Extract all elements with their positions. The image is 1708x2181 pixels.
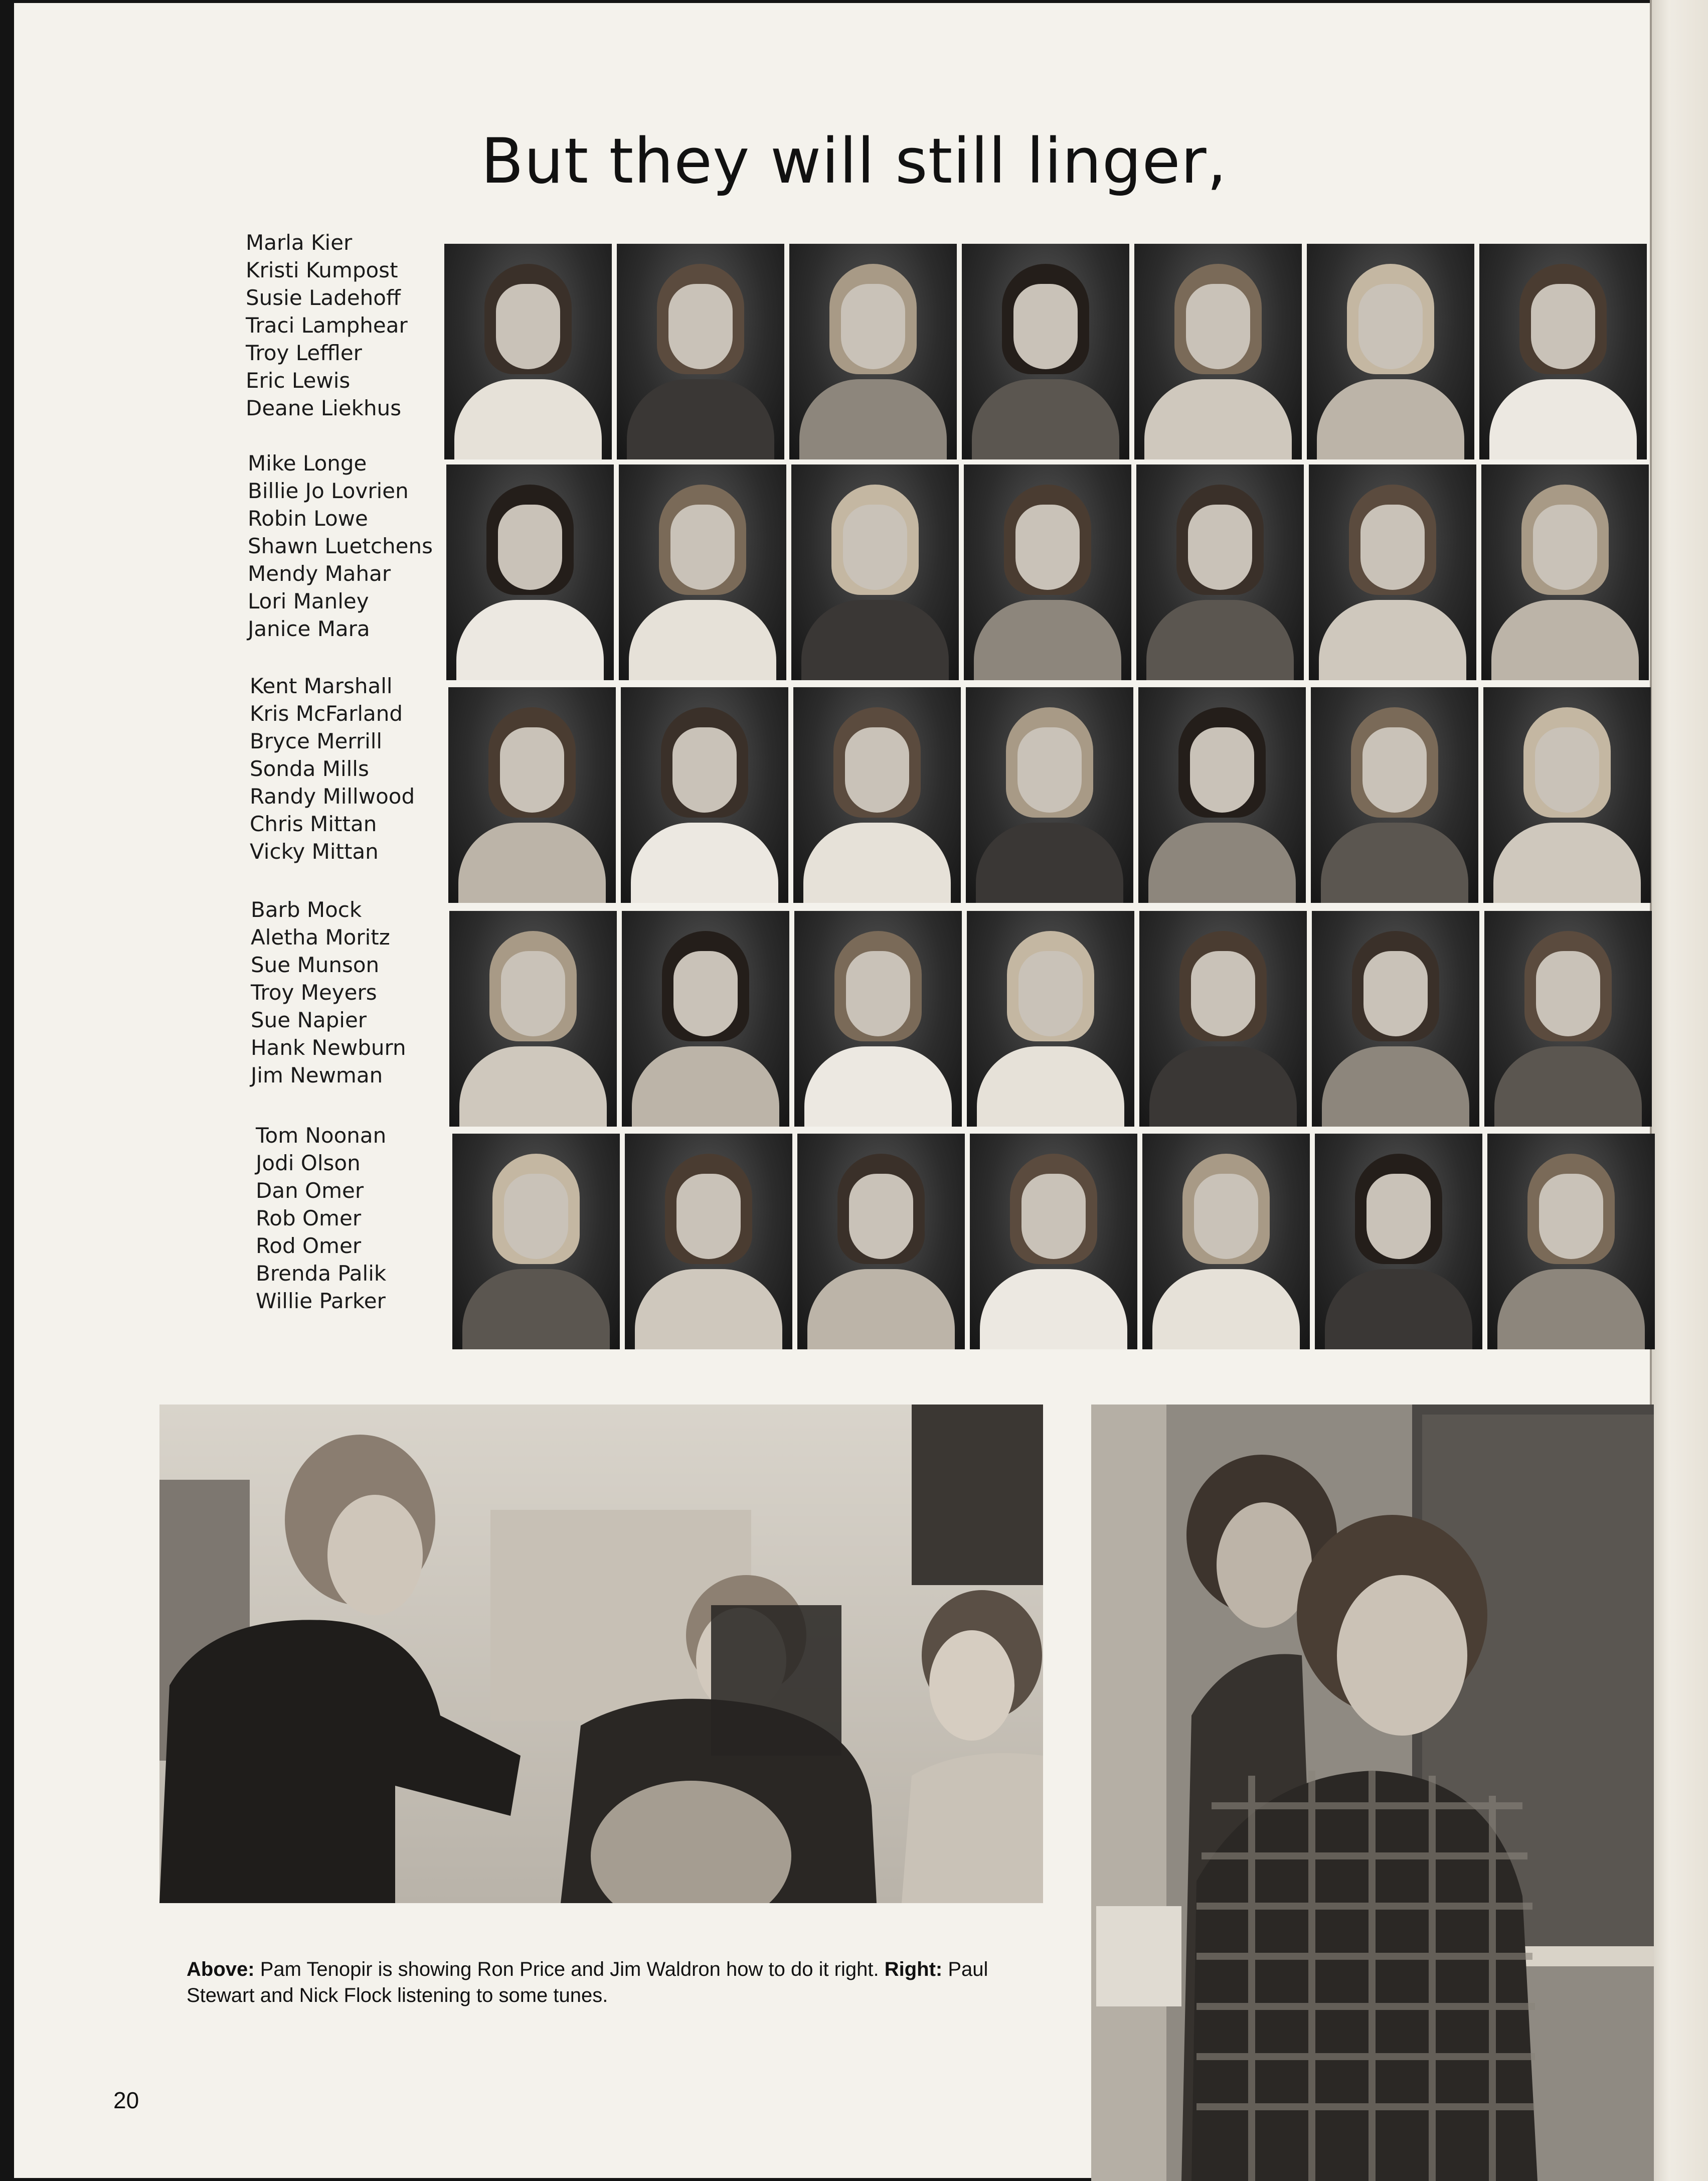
student-portrait	[444, 244, 612, 459]
student-portrait	[448, 687, 616, 903]
caption-above-text: Pam Tenopir is showing Ron Price and Jim Waldron how to do it right.	[260, 1958, 879, 1980]
portrait-face	[1362, 727, 1427, 813]
portrait-clothing	[807, 1269, 955, 1349]
student-portrait	[793, 687, 961, 903]
student-name: Billie Jo Lovrien	[248, 479, 409, 503]
page-number: 20	[113, 2087, 139, 2113]
portrait-face	[501, 951, 565, 1036]
student-name: Hank Newburn	[251, 1035, 406, 1060]
portrait-face	[846, 951, 910, 1036]
student-name: Janice Mara	[248, 616, 370, 641]
portrait-clothing	[1152, 1269, 1300, 1349]
student-name: Robin Lowe	[248, 506, 368, 531]
student-portrait	[1481, 464, 1649, 680]
portrait-face	[1188, 505, 1252, 590]
portrait-face	[504, 1174, 568, 1259]
portrait-face	[1539, 1174, 1603, 1259]
student-name: Troy Meyers	[251, 980, 377, 1005]
portrait-clothing	[977, 1046, 1124, 1127]
portrait-face	[496, 284, 560, 369]
student-portrait	[621, 687, 788, 903]
portrait-face	[1191, 951, 1255, 1036]
student-portrait	[1307, 244, 1474, 459]
student-name: Rod Omer	[256, 1233, 362, 1258]
portrait-face	[849, 1174, 913, 1259]
page-title	[0, 125, 1708, 198]
portrait-face	[1531, 284, 1595, 369]
student-name: Traci Lamphear	[246, 313, 408, 338]
portrait-face	[1186, 284, 1250, 369]
portrait-clothing	[804, 1046, 952, 1127]
student-name: Barb Mock	[251, 897, 362, 922]
portrait-face	[1535, 727, 1599, 813]
portrait-clothing	[1321, 823, 1468, 903]
portrait-face	[498, 505, 562, 590]
portrait-face	[843, 505, 907, 590]
portrait-clothing	[801, 600, 949, 680]
name-list-row-1	[246, 229, 408, 422]
portrait-clothing	[631, 823, 778, 903]
name-list-row-2	[248, 449, 433, 643]
portrait-clothing	[1493, 823, 1641, 903]
portrait-face	[668, 284, 733, 369]
portrait-clothing	[627, 379, 774, 459]
portrait-clothing	[632, 1046, 779, 1127]
portrait-face	[670, 505, 735, 590]
student-name: Kent Marshall	[250, 674, 393, 698]
student-name: Dan Omer	[256, 1178, 364, 1203]
name-list-row-4	[251, 896, 406, 1089]
portrait-clothing	[1322, 1046, 1469, 1127]
student-portrait	[1315, 1134, 1482, 1349]
student-portrait	[449, 911, 617, 1127]
portrait-clothing	[1149, 1046, 1297, 1127]
student-name: Sue Munson	[251, 953, 380, 977]
portrait-face	[1363, 951, 1428, 1036]
portrait-clothing	[462, 1269, 610, 1349]
portrait-face	[1360, 505, 1425, 590]
name-list-row-5	[256, 1122, 386, 1315]
student-name: Mendy Mahar	[248, 561, 391, 586]
student-name: Willie Parker	[256, 1289, 386, 1313]
portrait-clothing	[454, 379, 602, 459]
student-portrait	[970, 1134, 1137, 1349]
classroom-candid-photo	[159, 1405, 1043, 1903]
portrait-clothing	[1325, 1269, 1472, 1349]
student-portrait	[1309, 464, 1476, 680]
student-name: Kris McFarland	[250, 701, 403, 726]
portrait-clothing	[456, 600, 604, 680]
student-name: Mike Longe	[248, 451, 367, 476]
student-portrait	[1484, 911, 1652, 1127]
portrait-face	[673, 951, 738, 1036]
student-name: Sue Napier	[251, 1008, 367, 1032]
student-name: Tom Noonan	[256, 1123, 387, 1148]
portrait-face	[1536, 951, 1600, 1036]
caption-right-label: Right:	[884, 1958, 943, 1980]
student-portrait	[1142, 1134, 1310, 1349]
student-name: Jim Newman	[251, 1063, 383, 1087]
portrait-clothing	[972, 379, 1119, 459]
student-name: Randy Millwood	[250, 784, 415, 809]
portrait-face	[672, 727, 737, 813]
student-portrait	[617, 244, 784, 459]
portrait-clothing	[629, 600, 776, 680]
student-portrait	[791, 464, 959, 680]
portrait-face	[1190, 727, 1254, 813]
student-name: Troy Leffler	[246, 341, 362, 365]
student-portrait	[1136, 464, 1304, 680]
student-portrait	[962, 244, 1129, 459]
portrait-face	[1021, 1174, 1086, 1259]
caption-right-text: Paul Stewart and Nick Flock listening to some tunes.	[187, 1958, 988, 2006]
portrait-clothing	[1317, 379, 1464, 459]
student-name: Rob Omer	[256, 1206, 362, 1230]
portrait-clothing	[976, 823, 1123, 903]
portrait-clothing	[1491, 600, 1639, 680]
student-name: Deane Liekhus	[246, 396, 402, 420]
classroom-candid-image	[159, 1405, 1043, 1903]
portrait-face	[500, 727, 564, 813]
student-name: Bryce Merrill	[250, 729, 383, 753]
portrait-face	[1015, 505, 1080, 590]
portrait-clothing	[1146, 600, 1294, 680]
student-name: Sonda Mills	[250, 756, 369, 781]
student-portrait	[1311, 687, 1478, 903]
portrait-face	[1013, 284, 1078, 369]
portrait-face	[1018, 951, 1083, 1036]
chalkboard-candid-image	[1091, 1405, 1654, 2181]
portrait-clothing	[799, 379, 947, 459]
portrait-face	[676, 1174, 741, 1259]
student-portrait	[966, 687, 1133, 903]
portrait-clothing	[1319, 600, 1466, 680]
portrait-clothing	[1148, 823, 1296, 903]
student-name: Kristi Kumpost	[246, 258, 398, 282]
portrait-clothing	[974, 600, 1121, 680]
portrait-face	[1367, 1174, 1431, 1259]
caption-above-label: Above:	[187, 1958, 255, 1980]
name-list-row-3	[250, 672, 415, 865]
portrait-clothing	[635, 1269, 782, 1349]
student-portrait	[1139, 911, 1307, 1127]
portrait-face	[1533, 505, 1597, 590]
student-name: Brenda Palik	[256, 1261, 387, 1286]
portrait-face	[845, 727, 909, 813]
portrait-face	[841, 284, 905, 369]
student-name: Chris Mittan	[250, 812, 377, 836]
portrait-face	[1194, 1174, 1258, 1259]
student-name: Jodi Olson	[256, 1151, 361, 1175]
student-name: Lori Manley	[248, 589, 369, 613]
portrait-face	[1358, 284, 1423, 369]
student-name: Shawn Luetchens	[248, 534, 433, 558]
portrait-clothing	[1494, 1046, 1642, 1127]
chalkboard-candid-photo	[1091, 1405, 1654, 2181]
student-name: Vicky Mittan	[250, 839, 379, 864]
portrait-face	[1017, 727, 1082, 813]
student-portrait	[446, 464, 614, 680]
portrait-clothing	[980, 1269, 1127, 1349]
portrait-clothing	[803, 823, 951, 903]
student-portrait	[452, 1134, 620, 1349]
student-portrait	[622, 911, 789, 1127]
page-title-text: But they will still linger,	[480, 125, 1228, 198]
portrait-clothing	[458, 823, 606, 903]
portrait-clothing	[1497, 1269, 1645, 1349]
portrait-clothing	[1144, 379, 1292, 459]
student-portrait	[967, 911, 1134, 1127]
student-name: Susie Ladehoff	[246, 285, 401, 310]
student-portrait	[619, 464, 786, 680]
student-name: Aletha Moritz	[251, 925, 390, 950]
portrait-clothing	[459, 1046, 607, 1127]
student-name: Marla Kier	[246, 230, 353, 255]
photo-caption	[187, 1956, 1049, 2008]
student-portrait	[1134, 244, 1302, 459]
student-name: Eric Lewis	[246, 368, 351, 393]
student-portrait	[1312, 911, 1479, 1127]
student-portrait	[789, 244, 957, 459]
student-portrait	[797, 1134, 965, 1349]
student-portrait	[625, 1134, 792, 1349]
student-portrait	[1487, 1134, 1655, 1349]
student-portrait	[1138, 687, 1306, 903]
student-portrait	[964, 464, 1131, 680]
student-portrait	[1479, 244, 1647, 459]
student-portrait	[794, 911, 962, 1127]
portrait-clothing	[1489, 379, 1637, 459]
student-portrait	[1483, 687, 1651, 903]
page-binding-edge	[1650, 0, 1708, 2181]
